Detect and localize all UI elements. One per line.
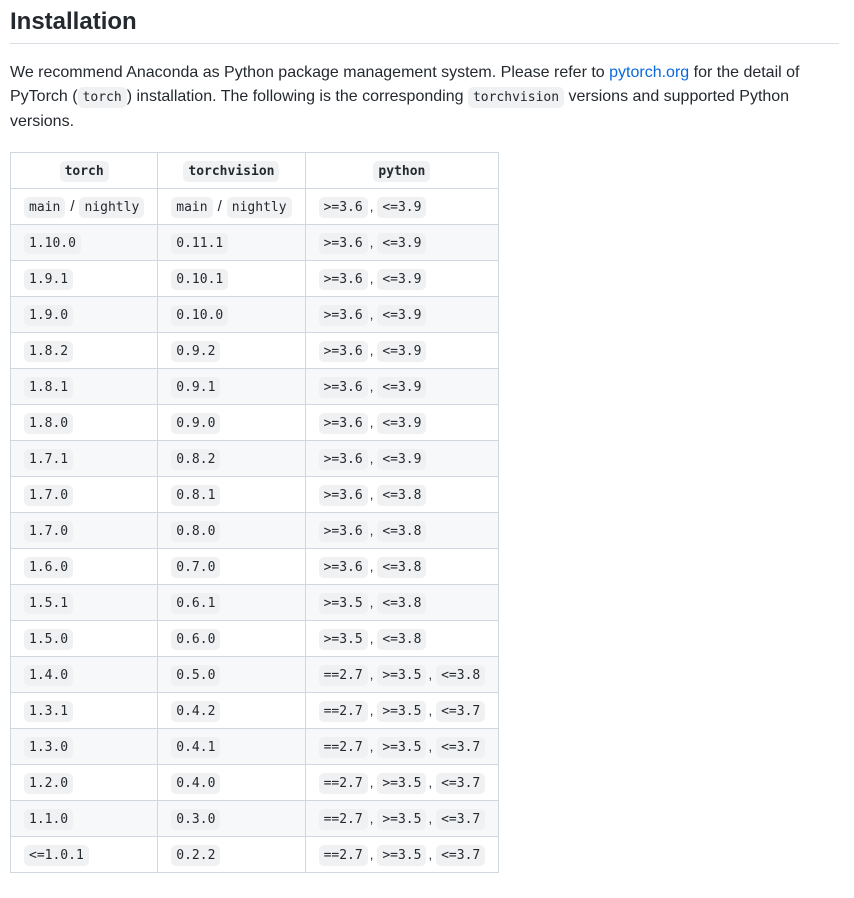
comma-separator: ,	[369, 522, 374, 538]
section-heading: Installation	[10, 0, 839, 44]
torch-cell	[11, 477, 158, 513]
python-version-code: >=3.5	[377, 665, 426, 686]
python-version-code: <=3.7	[436, 773, 485, 794]
torch-version-code: 1.3.0	[24, 737, 73, 758]
python-version-code: >=3.5	[319, 629, 368, 650]
python-cell	[305, 261, 499, 297]
inline-code-torch: torch	[78, 87, 127, 108]
torch-version-code: main	[24, 197, 65, 218]
python-version-code: <=3.8	[377, 485, 426, 506]
comma-separator: ,	[428, 774, 433, 790]
python-version-code: >=3.5	[377, 773, 426, 794]
torchvision-version-code: 0.6.1	[171, 593, 220, 614]
torchvision-cell	[158, 333, 305, 369]
torchvision-version-code: 0.10.1	[171, 269, 228, 290]
intro-text-4: versions and supported Python versions.	[10, 88, 790, 130]
python-version-code: >=3.5	[377, 809, 426, 830]
torch-cell	[11, 225, 158, 261]
torch-cell	[11, 765, 158, 801]
torch-cell	[11, 513, 158, 549]
table-row	[11, 405, 499, 441]
comma-separator: ,	[369, 378, 374, 394]
torch-version-code: 1.1.0	[24, 809, 73, 830]
table-row	[11, 549, 499, 585]
torch-cell	[11, 441, 158, 477]
comma-separator: ,	[369, 666, 374, 682]
torchvision-version-code: nightly	[227, 197, 292, 218]
intro-text-1: We recommend Anaconda as Python package management system. Please refer to	[10, 64, 610, 81]
torchvision-version-code: 0.9.0	[171, 413, 220, 434]
python-cell	[305, 729, 499, 765]
torchvision-version-code: 0.4.0	[171, 773, 220, 794]
torchvision-version-code: 0.2.2	[171, 845, 220, 866]
python-version-code: >=3.5	[377, 737, 426, 758]
torchvision-cell	[158, 693, 305, 729]
python-cell	[305, 765, 499, 801]
torchvision-version-code: 0.6.0	[171, 629, 220, 650]
torchvision-cell	[158, 477, 305, 513]
torch-cell	[11, 729, 158, 765]
table-row	[11, 837, 499, 873]
torch-version-code: 1.8.0	[24, 413, 73, 434]
comma-separator: ,	[369, 810, 374, 826]
comma-separator: ,	[369, 558, 374, 574]
python-version-code: >=3.6	[319, 305, 368, 326]
torch-version-code: 1.9.1	[24, 269, 73, 290]
python-cell	[305, 657, 499, 693]
pytorch-org-link[interactable]: pytorch.org	[609, 64, 690, 81]
slash-separator: /	[217, 198, 222, 215]
table-row	[11, 189, 499, 225]
comma-separator: ,	[428, 666, 433, 682]
python-version-code: >=3.6	[319, 233, 368, 254]
torch-cell	[11, 801, 158, 837]
torch-version-code: 1.2.0	[24, 773, 73, 794]
python-version-code: >=3.6	[319, 341, 368, 362]
torch-version-code: 1.6.0	[24, 557, 73, 578]
comma-separator: ,	[428, 810, 433, 826]
python-version-code: >=3.5	[377, 701, 426, 722]
table-row	[11, 585, 499, 621]
comma-separator: ,	[369, 630, 374, 646]
header-torch	[11, 153, 158, 189]
python-cell	[305, 333, 499, 369]
torch-version-code: 1.7.1	[24, 449, 73, 470]
torch-version-code: 1.9.0	[24, 305, 73, 326]
comma-separator: ,	[369, 486, 374, 502]
table-header-row	[11, 153, 499, 189]
python-version-code: >=3.6	[319, 197, 368, 218]
table-row	[11, 333, 499, 369]
comma-separator: ,	[369, 414, 374, 430]
torch-cell	[11, 657, 158, 693]
python-version-code: <=3.8	[436, 665, 485, 686]
table-row	[11, 657, 499, 693]
torchvision-cell	[158, 189, 305, 225]
table-row	[11, 729, 499, 765]
torchvision-version-code: main	[171, 197, 212, 218]
torch-cell	[11, 693, 158, 729]
table-row	[11, 513, 499, 549]
python-version-code: ==2.7	[319, 665, 368, 686]
python-version-code: >=3.5	[319, 593, 368, 614]
python-cell	[305, 549, 499, 585]
python-version-code: ==2.7	[319, 773, 368, 794]
torch-cell	[11, 549, 158, 585]
torch-version-code: 1.3.1	[24, 701, 73, 722]
python-version-code: >=3.6	[319, 521, 368, 542]
torchvision-version-code: 0.7.0	[171, 557, 220, 578]
intro-paragraph	[10, 61, 830, 134]
table-row	[11, 693, 499, 729]
torchvision-cell	[158, 657, 305, 693]
table-row	[11, 297, 499, 333]
python-version-code: <=3.9	[377, 233, 426, 254]
comma-separator: ,	[369, 702, 374, 718]
torch-version-code: 1.5.1	[24, 593, 73, 614]
torchvision-version-code: 0.4.1	[171, 737, 220, 758]
comma-separator: ,	[428, 846, 433, 862]
torchvision-cell	[158, 801, 305, 837]
torchvision-cell	[158, 225, 305, 261]
table-row	[11, 441, 499, 477]
torchvision-version-code: 0.8.1	[171, 485, 220, 506]
torchvision-cell	[158, 621, 305, 657]
comma-separator: ,	[369, 306, 374, 322]
header-torchvision	[158, 153, 305, 189]
table-row	[11, 477, 499, 513]
header-torchvision-label: torchvision	[183, 161, 279, 182]
comma-separator: ,	[369, 450, 374, 466]
torchvision-version-code: 0.8.0	[171, 521, 220, 542]
torchvision-cell	[158, 405, 305, 441]
comma-separator: ,	[369, 342, 374, 358]
header-python-label: python	[373, 161, 430, 182]
python-version-code: <=3.8	[377, 593, 426, 614]
python-version-code: <=3.9	[377, 305, 426, 326]
python-version-code: <=3.9	[377, 197, 426, 218]
inline-code-torchvision: torchvision	[468, 87, 564, 108]
python-version-code: >=3.5	[377, 845, 426, 866]
python-version-code: <=3.7	[436, 737, 485, 758]
torchvision-cell	[158, 765, 305, 801]
table-body	[11, 189, 499, 873]
python-cell	[305, 837, 499, 873]
python-version-code: <=3.7	[436, 701, 485, 722]
python-cell	[305, 801, 499, 837]
python-version-code: >=3.6	[319, 269, 368, 290]
python-version-code: ==2.7	[319, 809, 368, 830]
python-version-code: <=3.9	[377, 377, 426, 398]
torchvision-version-code: 0.5.0	[171, 665, 220, 686]
python-cell	[305, 441, 499, 477]
python-version-code: <=3.7	[436, 809, 485, 830]
torchvision-version-code: 0.10.0	[171, 305, 228, 326]
torchvision-version-code: 0.8.2	[171, 449, 220, 470]
python-version-code: <=3.7	[436, 845, 485, 866]
comma-separator: ,	[369, 738, 374, 754]
header-python	[305, 153, 499, 189]
torchvision-cell	[158, 261, 305, 297]
torch-cell	[11, 297, 158, 333]
header-torch-label: torch	[60, 161, 109, 182]
python-cell	[305, 225, 499, 261]
python-cell	[305, 621, 499, 657]
table-row	[11, 261, 499, 297]
python-version-code: ==2.7	[319, 701, 368, 722]
torch-version-code: 1.7.0	[24, 485, 73, 506]
torch-cell	[11, 333, 158, 369]
torch-cell	[11, 405, 158, 441]
comma-separator: ,	[428, 738, 433, 754]
torchvision-cell	[158, 549, 305, 585]
python-version-code: <=3.9	[377, 269, 426, 290]
torch-cell	[11, 837, 158, 873]
python-version-code: ==2.7	[319, 845, 368, 866]
torch-version-code: 1.5.0	[24, 629, 73, 650]
torch-cell	[11, 621, 158, 657]
torch-cell	[11, 585, 158, 621]
comma-separator: ,	[369, 270, 374, 286]
torch-cell	[11, 369, 158, 405]
torch-version-code: 1.4.0	[24, 665, 73, 686]
python-cell	[305, 513, 499, 549]
slash-separator: /	[70, 198, 75, 215]
torch-version-code: 1.8.2	[24, 341, 73, 362]
comma-separator: ,	[369, 594, 374, 610]
python-version-code: <=3.9	[377, 341, 426, 362]
python-version-code: >=3.6	[319, 377, 368, 398]
python-version-code: >=3.6	[319, 485, 368, 506]
torchvision-version-code: 0.3.0	[171, 809, 220, 830]
torchvision-cell	[158, 297, 305, 333]
torchvision-version-code: 0.9.2	[171, 341, 220, 362]
torchvision-cell	[158, 441, 305, 477]
intro-text-2: for the detail of PyTorch (	[10, 64, 800, 105]
table-row	[11, 801, 499, 837]
torch-cell	[11, 189, 158, 225]
comma-separator: ,	[428, 702, 433, 718]
python-version-code: ==2.7	[319, 737, 368, 758]
torchvision-cell	[158, 513, 305, 549]
python-version-code: >=3.6	[319, 557, 368, 578]
python-version-code: >=3.6	[319, 449, 368, 470]
intro-text-3: ) installation. The following is the corresponding	[126, 88, 468, 105]
torch-version-code: 1.7.0	[24, 521, 73, 542]
python-cell	[305, 477, 499, 513]
python-cell	[305, 693, 499, 729]
table-row	[11, 369, 499, 405]
torch-version-code: 1.8.1	[24, 377, 73, 398]
version-compatibility-table	[10, 152, 499, 873]
torchvision-cell	[158, 585, 305, 621]
torchvision-cell	[158, 369, 305, 405]
table-row	[11, 765, 499, 801]
torchvision-version-code: 0.11.1	[171, 233, 228, 254]
torch-version-code: 1.10.0	[24, 233, 81, 254]
python-version-code: >=3.6	[319, 413, 368, 434]
torch-version-code: nightly	[79, 197, 144, 218]
comma-separator: ,	[369, 846, 374, 862]
python-version-code: <=3.9	[377, 413, 426, 434]
python-version-code: <=3.8	[377, 629, 426, 650]
comma-separator: ,	[369, 234, 374, 250]
comma-separator: ,	[369, 774, 374, 790]
table-row	[11, 621, 499, 657]
torchvision-cell	[158, 729, 305, 765]
python-cell	[305, 369, 499, 405]
torchvision-cell	[158, 837, 305, 873]
torch-version-code: <=1.0.1	[24, 845, 89, 866]
table-row	[11, 225, 499, 261]
comma-separator: ,	[369, 198, 374, 214]
torchvision-version-code: 0.9.1	[171, 377, 220, 398]
python-version-code: <=3.8	[377, 521, 426, 542]
python-cell	[305, 297, 499, 333]
torchvision-version-code: 0.4.2	[171, 701, 220, 722]
python-cell	[305, 189, 499, 225]
python-cell	[305, 585, 499, 621]
python-cell	[305, 405, 499, 441]
python-version-code: <=3.9	[377, 449, 426, 470]
torch-cell	[11, 261, 158, 297]
python-version-code: <=3.8	[377, 557, 426, 578]
